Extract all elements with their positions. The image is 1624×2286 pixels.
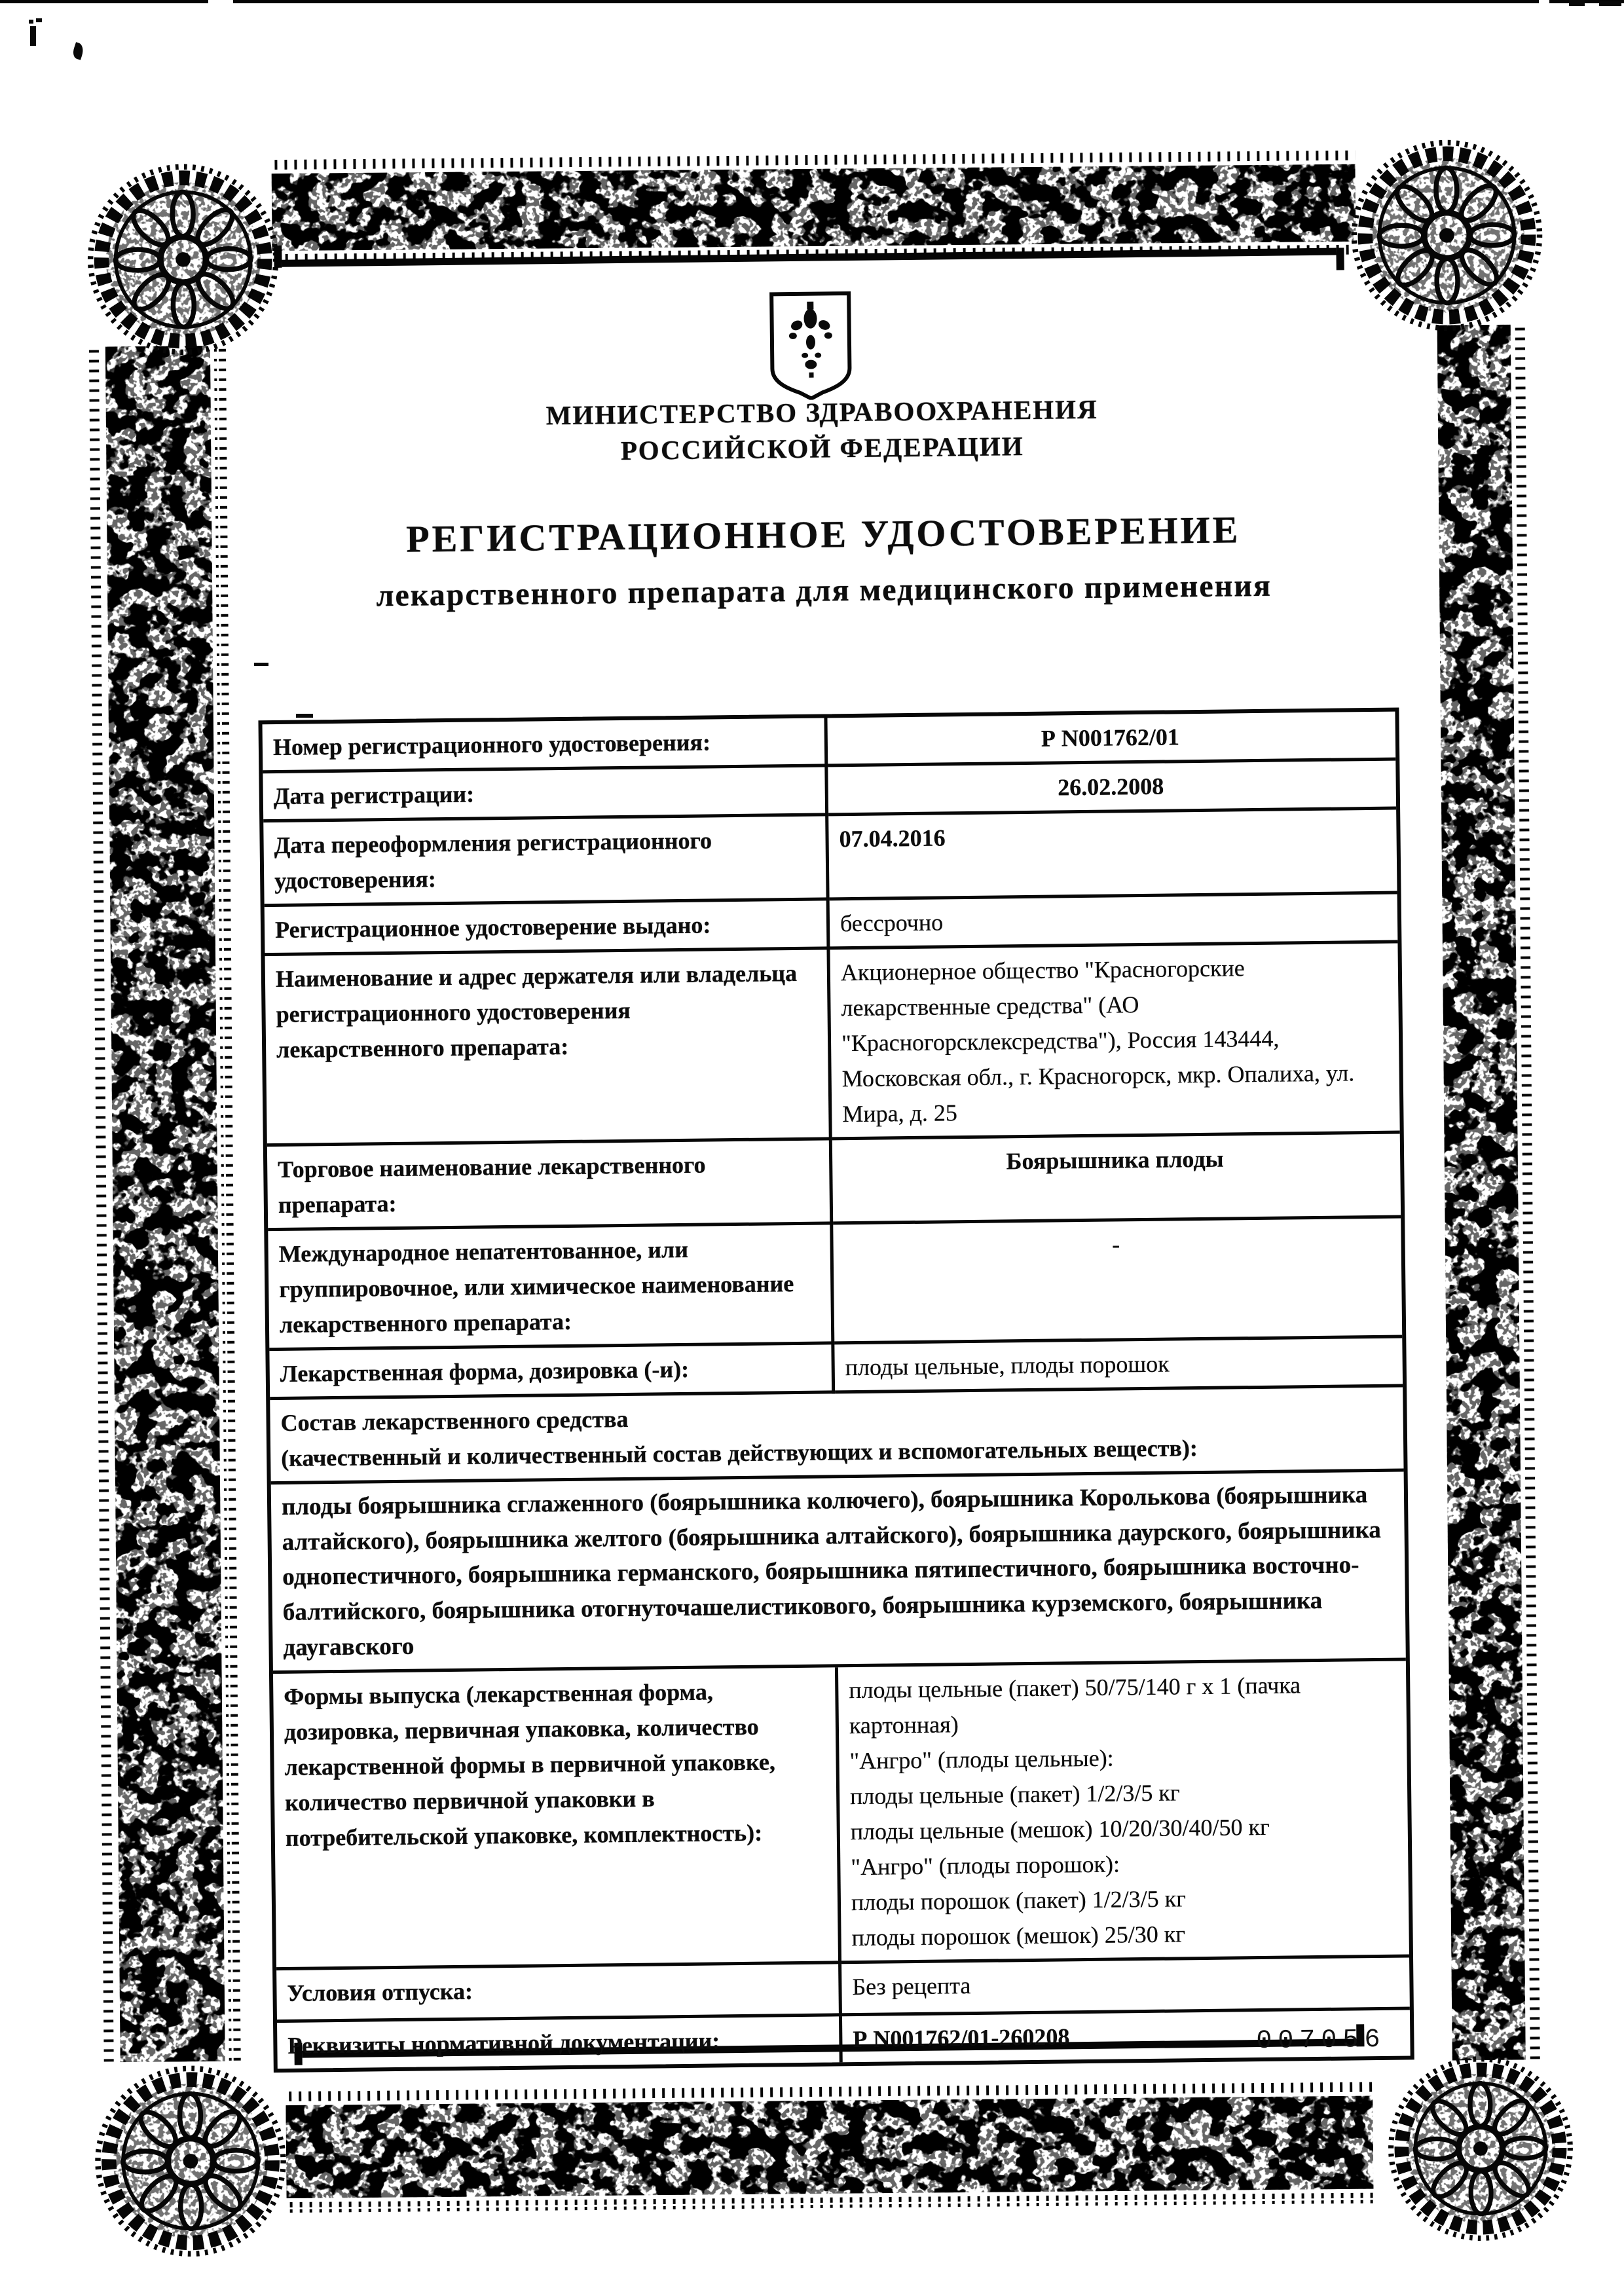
row-label-reg-date: Дата регистрации:	[263, 767, 828, 822]
row-label-dosage-form: Лекарственная форма, дозировка (-и):	[269, 1344, 835, 1400]
row-label-issued: Регистрационное удостоверение выдано:	[265, 900, 830, 956]
ministry-name	[275, 388, 1369, 472]
row-value-issued: бессрочно	[830, 894, 1398, 950]
row-value-inn: -	[833, 1219, 1402, 1345]
row-label-dispensing: Условия отпуска:	[276, 1964, 842, 2023]
row-value-reg-date: 26.02.2008	[828, 761, 1396, 817]
row-value-normative: Р N001762/01-260208	[853, 2023, 1070, 2053]
row-label-normative: Реквизиты нормативной документации:	[277, 2016, 843, 2069]
inner-frame-line-top	[282, 248, 1336, 267]
document-subtitle: лекарственного препарата для медицинского применения	[376, 568, 1272, 614]
row-label-holder: Наименование и адрес держателя или владельца регистрационного удостоверения лекарственного препарата:	[265, 949, 832, 1147]
release-form-line: "Ангро" (плоды цельные):	[849, 1744, 1114, 1775]
registration-table	[258, 708, 1414, 2073]
release-form-line: плоды порошок (пакет) 1/2/3/5 кг	[851, 1885, 1187, 1916]
row-label-release-forms: Формы выпуска (лекарственная форма, дозировка, первичная упаковка, количество лекарственной формы в первичной упаковке, количество первичной упаковки в потребительской упаковке, комплектность):	[273, 1668, 841, 1971]
release-form-line: плоды порошок (мешок) 25/30 кг	[851, 1921, 1186, 1951]
row-value-holder: Акционерное общество "Красногорские лекарственные средства" (АО "Красногорсклексредства"), Россия 143444, Московская обл., г. Красногорск, мкр. Опалиха, ул. Мира, д. 25	[830, 944, 1399, 1141]
row-value-reissue-date: 07.04.2016	[828, 810, 1397, 901]
release-form-line: плоды цельные (мешок) 10/20/30/40/50 кг	[850, 1814, 1270, 1845]
row-composition-header	[270, 1388, 1403, 1485]
row-composition-body: плоды боярышника сглаженного (боярышника колючего), боярышника Королькова (боярышника алтайского), боярышника желтого (боярышника алтайского), боярышника даурского, боярышника однопестичного, боярышника германского, боярышника пятипестичного, боярышника восточно-балтийского, боярышника отогнуточашелистикового, боярышника курземского, боярышника даугавского	[271, 1471, 1406, 1674]
row-value-number: Р N001762/01	[827, 712, 1395, 767]
ministry-line1: МИНИСТЕРСТВО ЗДРАВООХРАНЕНИЯ	[545, 394, 1098, 431]
composition-header-line2: (качественный и количественный состав действующих и вспомогательных веществ):	[281, 1435, 1198, 1471]
document-title: РЕГИСТРАЦИОННОЕ УДОСТОВЕРЕНИЕ	[405, 508, 1241, 561]
row-value-release-forms	[838, 1661, 1409, 1964]
row-value-trade-name: Боярышника плоды	[832, 1134, 1401, 1225]
release-form-line: плоды цельные (пакет) 1/2/3/5 кг	[849, 1779, 1180, 1810]
row-label-number: Номер регистрационного удостоверения:	[263, 718, 828, 773]
row-value-dosage-form: плоды цельные, плоды порошок	[834, 1338, 1403, 1394]
ministry-line2: РОССИЙСКОЙ ФЕДЕРАЦИИ	[620, 430, 1024, 466]
coat-of-arms-icon	[766, 289, 855, 401]
row-label-inn: Международное непатентованное, или группировочное, или химическое наименование лекарственного препарата:	[268, 1225, 834, 1351]
row-label-reissue-date: Дата переоформления регистрационного удостоверения:	[263, 816, 829, 907]
row-value-dispensing: Без рецепта	[841, 1958, 1410, 2017]
release-form-line: "Ангро" (плоды порошок):	[851, 1851, 1120, 1881]
row-label-trade-name: Торговое наименование лекарственного препарата:	[267, 1140, 833, 1231]
composition-header-line1: Состав лекарственного средства	[280, 1405, 629, 1436]
release-form-line: плоды цельные (пакет) 50/75/140 г х 1 (пачка картонная)	[849, 1672, 1301, 1739]
serial-number: 007056	[1256, 2025, 1386, 2057]
